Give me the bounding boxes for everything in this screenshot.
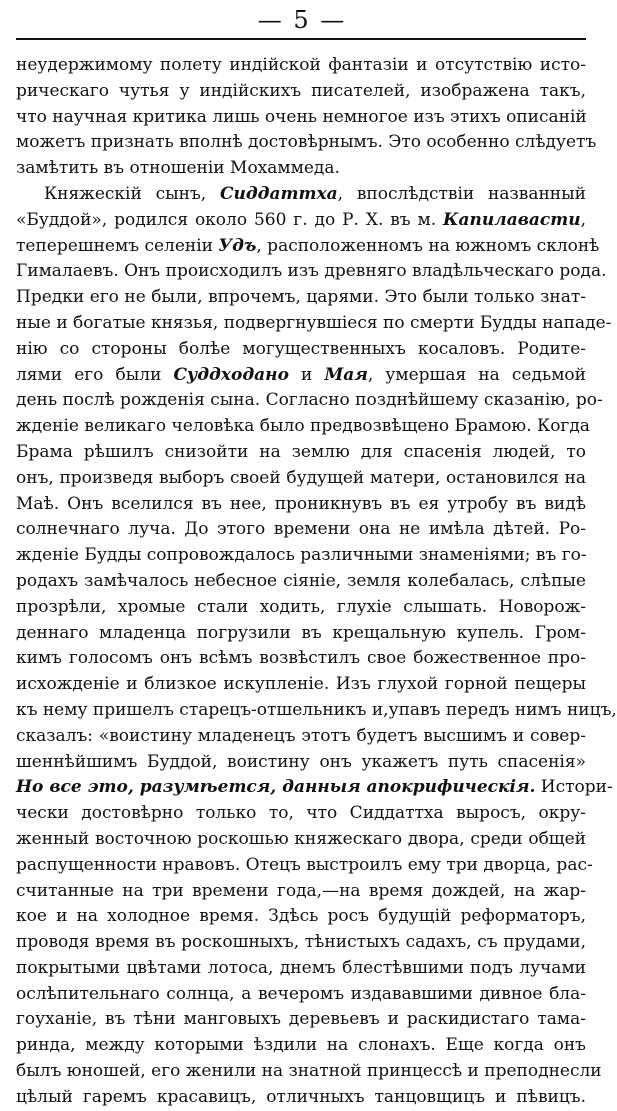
text-line: жденіе великаго человѣка было предвозвѣщено Брамою. Когда (16, 416, 590, 437)
text-fragment: теперешнемъ селеніи (16, 235, 219, 256)
text-line: былъ юношей, его женили на знатной принцессѣ и преподнесли (16, 1061, 602, 1082)
emphasis-maya: Мая (324, 364, 368, 385)
text-line: Маѣ. Онъ вселился въ нее, проникнувъ въ ея утробу въ видѣ (16, 493, 586, 514)
text-line: ринда, между которыми ѣздили на слонахъ. Еще когда онъ (16, 1035, 586, 1056)
text-line: чески достовѣрно только то, что Сиддаттха выросъ, окру- (16, 803, 586, 824)
emphasis-siddattha: Сиддаттха (219, 183, 338, 204)
text-line: распущенности нравовъ. Отецъ выстроилъ ему три дворца, рас- (16, 854, 593, 875)
text-line: сказалъ: «воистину младенецъ этотъ будетъ высшимъ и совер- (16, 725, 586, 746)
text-line: кимъ голосомъ онъ всѣмъ возвѣстилъ свое божественное про- (16, 648, 586, 669)
text-line: шеннѣйшимъ Буддой, воистину онъ укажетъ путь спасенія» (16, 751, 586, 772)
page-number: — 5 — (257, 6, 347, 34)
text-line: Брама рѣшилъ снизойти на землю для спасенія людей, то (16, 441, 586, 462)
text-line: жденіе Будды сопровождалось различными знаменіями; въ го- (16, 545, 587, 566)
text-fragment: Княжескій сынъ, (44, 183, 220, 204)
text-line: неудержимому полету индійской фантазіи и отсутствію исто- (16, 55, 586, 75)
text-line (16, 775, 613, 801)
text-line: день послѣ рожденія сына. Согласно позднѣйшему сказанію, ро- (16, 390, 603, 411)
emphasis-apocrypha: Но все это, разумѣется, данныя апокрифическія. (16, 777, 536, 798)
text-line: деннаго младенца погрузили въ крещальную купель. Гром- (16, 622, 586, 643)
text-line: ные и богатые князья, подвергнувшіеся по смерти Будды нападе- (16, 312, 612, 333)
text-line: Гималаевъ. Онъ происходилъ изъ древняго владѣльческаго рода. (16, 261, 607, 282)
text-line (16, 208, 586, 234)
text-line: прозрѣли, хромые стали ходить, глухіе слышать. Новорож- (16, 596, 586, 617)
text-line: проводя время въ роскошныхъ, тѣнистыхъ садахъ, съ прудами, (16, 932, 586, 953)
text-fragment: , умершая на седьмой (367, 364, 586, 385)
text-line: родахъ замѣчалось небесное сіяніе, земля колебалась, слѣпые (16, 570, 586, 591)
text-line: считанные на три времени года,—на время дождей, на жар- (16, 880, 586, 901)
text-fragment: Истори- (535, 777, 613, 798)
text-line: покрытыми цвѣтами лотоса, днемъ блестѣвшими подъ лучами (16, 957, 586, 978)
emphasis-suddhodano: Суддходано (173, 364, 289, 385)
text-line: рическаго чутья у индійскихъ писателей, изображена такъ, (16, 80, 586, 101)
text-line (16, 363, 586, 389)
text-line: нію со стороны болѣе могущественныхъ косаловъ. Родите- (16, 338, 586, 359)
text-line: можетъ признать вполнѣ достовѣрнымъ. Это особенно слѣдуетъ (16, 132, 597, 153)
emphasis-kapilavastu: Капилавасти (443, 209, 581, 230)
text-fragment: , (580, 209, 586, 230)
text-fragment: , впослѣдствіи названный (337, 183, 586, 204)
text-line (16, 234, 600, 260)
text-fragment: , расположенномъ на южномъ склонѣ (256, 235, 600, 256)
text-line: что научная критика лишь очень немногое изъ этихъ описаній (16, 106, 587, 127)
header-rule (16, 38, 586, 40)
text-line: ослѣпительнаго солнца, а вечеромъ издававшими дивное бла- (16, 983, 586, 1004)
text-line: исхожденіе и близкое искупленіе. Изъ глухой горной пещеры (16, 674, 586, 695)
page-body (16, 53, 617, 1111)
paragraph-start-line (16, 182, 586, 208)
text-line: онъ, произведя выборъ своей будущей матери, остановился на (16, 467, 586, 488)
text-fragment: «Буддой», родился около 560 г. до Р. Х. въ м. (16, 209, 444, 230)
text-fragment: лями его были (16, 364, 174, 385)
text-fragment: и (288, 364, 325, 385)
text-line: Предки его не были, впрочемъ, царями. Это были только знат- (16, 287, 586, 308)
text-line: гоуханіе, въ тѣни манговыхъ деревьевъ и раскидистаго тама- (16, 1009, 586, 1030)
text-line: женный восточною роскошью княжескаго двора, среди общей (16, 828, 586, 849)
emphasis-ud: Удъ (218, 235, 257, 256)
text-line: замѣтить въ отношеніи Мохаммеда. (16, 158, 340, 179)
text-line: солнечнаго луча. До этого времени она не имѣла дѣтей. Ро- (16, 519, 586, 540)
text-line: цѣлый гаремъ красавицъ, отличныхъ танцовщицъ и пѣвицъ. (16, 1086, 586, 1107)
text-line: къ нему пришелъ старецъ-отшельникъ и,упавъ передъ нимъ ницъ, (16, 699, 617, 720)
text-line: кое и на холодное время. Здѣсь росъ будущій реформаторъ, (16, 906, 586, 927)
